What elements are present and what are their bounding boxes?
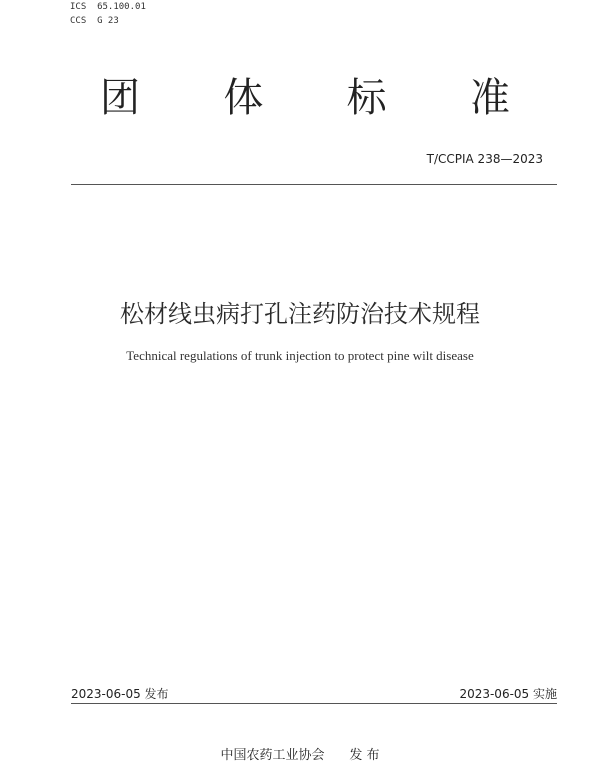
issue-date: 2023-06-05 发布 <box>71 687 169 701</box>
bottom-divider <box>71 703 557 704</box>
standard-type-char: 准 <box>469 74 510 121</box>
ccs-code: CCS G 23 <box>70 16 119 26</box>
standard-type-heading <box>100 68 510 120</box>
standard-number: T/CCPIA 238—2023 <box>426 152 543 166</box>
standard-type-char: 标 <box>346 74 387 121</box>
standard-type-char: 体 <box>223 74 264 121</box>
document-title-english: Technical regulations of trunk injection to protect pine wilt disease <box>126 348 474 363</box>
implementation-date: 2023-06-05 实施 <box>459 687 557 701</box>
classification-codes <box>70 0 146 28</box>
document-title-chinese: 松材线虫病打孔注药防治技术规程 <box>120 300 480 328</box>
standard-type-char: 团 <box>100 74 140 121</box>
ics-code: ICS 65.100.01 <box>70 2 146 12</box>
top-divider <box>71 184 557 185</box>
publisher-line: 中国农药工业协会 发 布 <box>220 748 380 763</box>
